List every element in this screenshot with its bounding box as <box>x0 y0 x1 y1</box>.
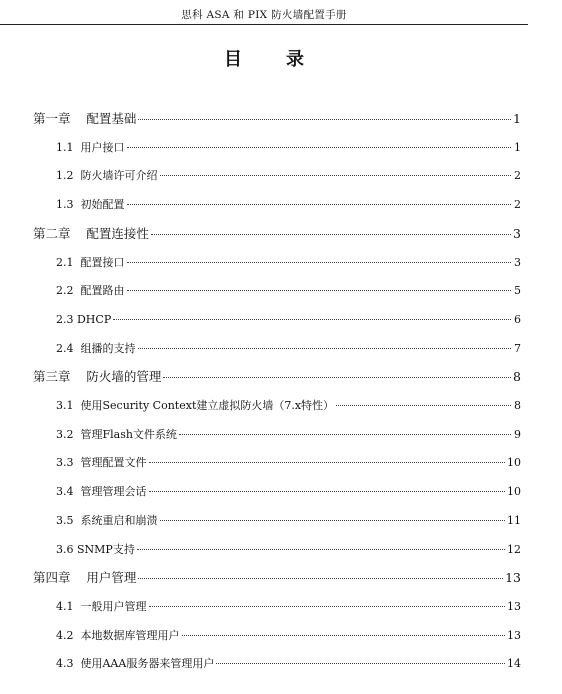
toc-leader-dots <box>149 491 506 492</box>
toc-section-entry[interactable] <box>56 139 521 157</box>
toc-entry-label: 2.4 组播的支持 <box>56 341 136 355</box>
running-title: 思科 ASA 和 PIX 防火墙配置手册 <box>181 9 347 21</box>
toc-leader-dots <box>137 549 505 550</box>
toc-page-number: 8 <box>513 369 521 385</box>
toc-leader-dots <box>216 663 505 664</box>
toc-entry-label: 3.4 管理管理会话 <box>56 485 147 499</box>
toc-leader-dots <box>151 234 511 235</box>
toc-leader-dots <box>336 405 511 406</box>
toc-page-number: 14 <box>507 657 521 671</box>
toc-leader-dots <box>149 606 506 607</box>
toc-page-number: 12 <box>507 542 521 556</box>
toc-section-entry[interactable] <box>56 598 521 616</box>
toc-page-number: 6 <box>514 312 521 326</box>
toc-chapter-entry[interactable] <box>33 110 521 128</box>
toc-section-entry[interactable] <box>56 254 521 272</box>
toc-leader-dots <box>127 147 512 148</box>
toc-page-number: 8 <box>514 399 521 412</box>
toc-section-entry[interactable] <box>56 541 521 559</box>
toc-entry-label: 第四章 用户管理 <box>33 570 137 586</box>
toc-page-number: 13 <box>505 570 521 586</box>
toc-section-entry[interactable] <box>56 483 521 501</box>
toc-page-number: 2 <box>514 198 521 212</box>
toc-page-number: 3 <box>514 255 521 269</box>
toc-leader-dots <box>127 204 512 205</box>
toc-leader-dots <box>138 348 512 349</box>
toc-section-entry[interactable] <box>56 454 521 472</box>
toc-entry-label: 第三章 防火墙的管理 <box>33 369 162 385</box>
toc-title-part1: 目 <box>224 49 242 70</box>
toc-section-entry[interactable] <box>56 655 521 673</box>
toc-entry-label: 3.1 使用Security Context建立虚拟防火墙（7.x特性） <box>56 399 335 412</box>
toc-leader-dots <box>179 434 511 435</box>
toc-entry-label: 2.2 配置路由 <box>56 284 125 298</box>
toc-entry-label: 第二章 配置连接性 <box>33 225 149 241</box>
toc-section-entry[interactable] <box>56 167 521 185</box>
toc-page-number: 10 <box>507 485 521 499</box>
toc-entry-label: 4.3 使用AAA服务器来管理用户 <box>56 657 215 671</box>
toc-page-number: 10 <box>507 456 521 470</box>
toc-title <box>0 45 528 71</box>
toc-page-number: 3 <box>513 225 521 241</box>
toc-chapter-entry[interactable] <box>33 225 521 243</box>
toc-section-entry[interactable] <box>56 340 521 358</box>
toc-entry-label: 4.1 一般用户管理 <box>56 599 147 613</box>
toc-entry-label: 2.3 DHCP <box>56 312 112 326</box>
toc-page-number: 11 <box>507 513 521 527</box>
toc-section-entry[interactable] <box>56 196 521 214</box>
toc-leader-dots <box>163 377 511 378</box>
toc-page-number: 1 <box>513 111 521 126</box>
toc-section-entry[interactable] <box>56 512 521 530</box>
toc-leader-dots <box>182 635 506 636</box>
toc-section-entry[interactable] <box>56 397 521 415</box>
toc-entry-label: 第一章 配置基础 <box>33 111 137 126</box>
toc-entry-label: 3.2 管理Flash文件系统 <box>56 427 177 441</box>
toc-page-number: 7 <box>514 341 521 355</box>
toc-leader-dots <box>138 119 511 120</box>
cut-off-entry <box>56 684 521 694</box>
toc-leader-dots <box>149 462 506 463</box>
toc-chapter-entry[interactable] <box>33 368 521 386</box>
toc-title-part2: 录 <box>286 49 304 70</box>
toc-section-entry[interactable] <box>56 311 521 329</box>
toc-chapter-entry[interactable] <box>33 569 521 587</box>
toc-page-number: 1 <box>514 140 521 154</box>
toc-page-number: 5 <box>514 284 521 298</box>
toc-entry-label: 4.2 本地数据库管理用户 <box>56 628 180 642</box>
toc-page-number: 13 <box>507 628 521 642</box>
toc-leader-dots <box>160 520 506 521</box>
toc-page-number: 13 <box>507 599 521 613</box>
toc-leader-dots <box>113 319 511 320</box>
toc-leader-dots <box>160 175 512 176</box>
toc-leader-dots <box>138 578 503 579</box>
page-header <box>0 0 528 25</box>
toc-entry-label: 3.5 系统重启和崩溃 <box>56 513 158 527</box>
toc-entry-label: 3.3 管理配置文件 <box>56 456 147 470</box>
toc-page-number: 2 <box>514 169 521 183</box>
toc-entry-label: 1.1 用户接口 <box>56 140 125 154</box>
toc-entry-label: 1.3 初始配置 <box>56 198 125 212</box>
toc-page-number: 9 <box>514 427 521 441</box>
toc-entry-label: 2.1 配置接口 <box>56 255 125 269</box>
toc-section-entry[interactable] <box>56 627 521 645</box>
toc-section-entry[interactable] <box>56 282 521 300</box>
toc-entry-label: 1.2 防火墙许可介绍 <box>56 169 158 183</box>
toc-leader-dots <box>127 262 512 263</box>
toc-entry-label: 3.6 SNMP支持 <box>56 542 135 556</box>
toc-section-entry[interactable] <box>56 426 521 444</box>
toc-leader-dots <box>127 290 512 291</box>
